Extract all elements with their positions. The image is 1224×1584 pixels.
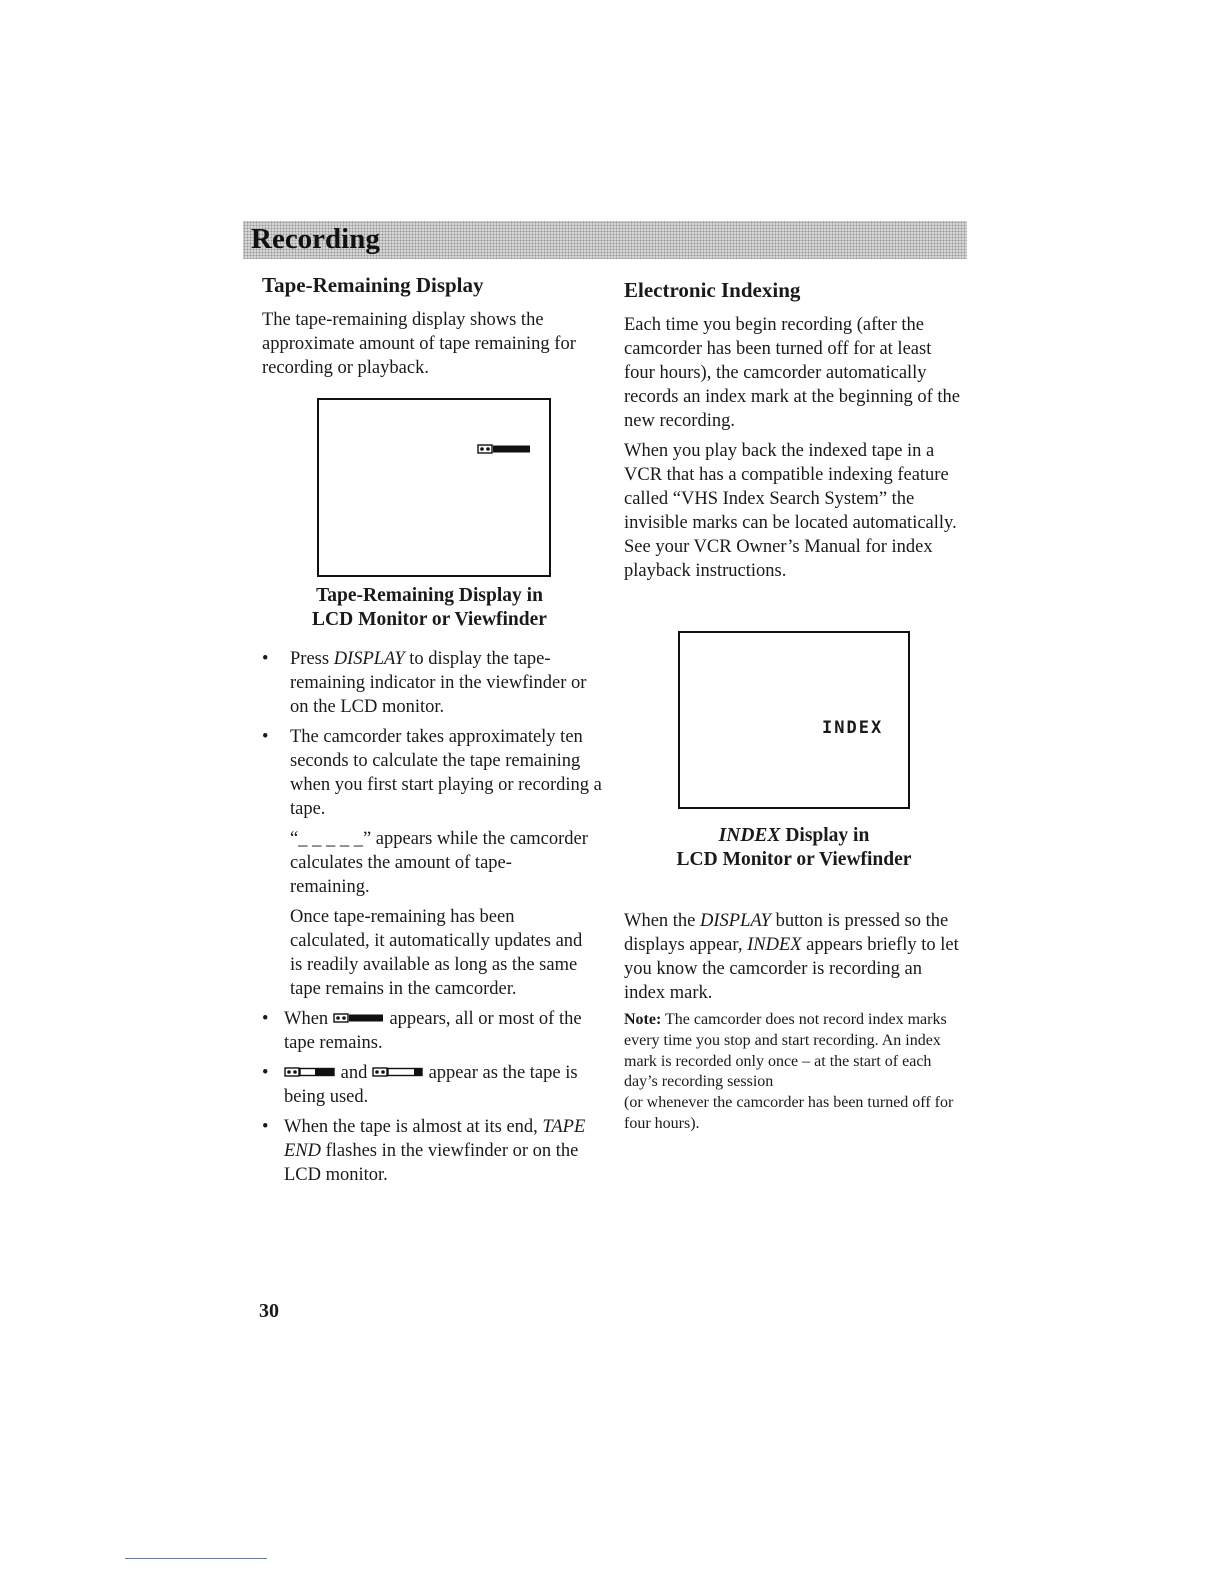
bullet-text-part: When [284, 1009, 329, 1029]
bullet-text: The camcorder takes approximately ten seconds to calculate the tape remaining when you first start playing or recording a tape. [290, 727, 602, 819]
caption-line-2: LCD Monitor or Viewfinder [676, 849, 912, 870]
bullet-text-part: flashes in the viewfinder or on the LCD monitor. [284, 1141, 579, 1185]
electronic-indexing-heading: Electronic Indexing [624, 278, 801, 302]
bullet-dot: • [262, 1009, 269, 1029]
index-note-continued: (or whenever the camcorder has been turned off for four hours). [624, 1094, 954, 1132]
section-title: Recording [251, 223, 380, 255]
index-caption [624, 824, 964, 872]
display-button-name: DISPLAY [700, 911, 771, 931]
text-part: button is pressed so the displays appear, [624, 911, 949, 955]
tape-remaining-intro: The tape-remaining display shows the approximate amount of tape remaining for recording or playback. [262, 310, 576, 378]
tape-full-icon [333, 1012, 385, 1024]
text-part: appears briefly to let you know the camcorder is recording an index mark. [624, 935, 959, 1003]
index-label: INDEX [747, 935, 802, 955]
tape-remaining-icon [477, 443, 533, 455]
index-note [624, 1010, 964, 1093]
bullet-dot: • [262, 1117, 269, 1137]
caption-line-1 [624, 824, 964, 848]
bullet-text-part: When the tape is almost at its end, [284, 1117, 538, 1137]
text-part: When the [624, 911, 701, 931]
bullet-text [284, 1061, 609, 1109]
caption-line-2: LCD Monitor or Viewfinder [312, 609, 547, 630]
tape-remaining-heading: Tape-Remaining Display [262, 273, 484, 297]
bullet-text [290, 647, 605, 719]
indexing-paragraph-2: When you play back the indexed tape in a VCR that has a compatible indexing feature called “VHS Index Search System” the invisible marks can be located automatically. See your VCR Owner’s Manual for index playback instructions. [624, 441, 957, 581]
bullet-text [284, 1115, 594, 1187]
tape-low-icon [372, 1066, 424, 1078]
index-screen-text: INDEX [822, 718, 884, 738]
bullet-dot: • [262, 649, 269, 669]
caption-em: INDEX [718, 825, 781, 846]
bullet-dot: • [262, 727, 269, 747]
calculating-note: “_ _ _ _ _” appears while the camcorder calculates the amount of tape-remaining. [290, 829, 588, 897]
tape-remaining-caption [262, 584, 597, 632]
bullet-text-part: appears, all or most of the tape remains. [284, 1009, 582, 1053]
index-screen [678, 631, 910, 809]
bullet-text-part: appear as the tape is being used. [284, 1063, 578, 1107]
bullet-text-part: to display the tape-remaining indicator in the viewfinder or on the LCD monitor. [290, 649, 587, 717]
divider [125, 1558, 267, 1559]
display-button-name: DISPLAY [333, 649, 405, 669]
section-banner [243, 221, 967, 259]
page-number: 30 [259, 1300, 279, 1322]
bullet-dot: • [262, 1063, 269, 1083]
tape-half-icon [284, 1066, 336, 1078]
caption-line-1: Tape-Remaining Display in [316, 585, 543, 606]
bullet-text-part: Press [290, 649, 334, 669]
tape-remaining-screen [317, 398, 551, 577]
note-label: Note: [624, 1011, 662, 1028]
bullet-text-part: and [340, 1063, 368, 1083]
updates-note: Once tape-remaining has been calculated, it automatically updates and is readily available as long as the same tape remains in the camcorder. [290, 907, 583, 999]
indexing-paragraph-3 [624, 909, 959, 1005]
tape-end-label: TAPE END [284, 1117, 586, 1161]
note-text: The camcorder does not record index marks every time you stop and start recording. An index mark is recorded only once – at the start of each day’s recording session [624, 1011, 947, 1091]
caption-rest: Display in [780, 825, 870, 846]
bullet-text [284, 1007, 609, 1055]
indexing-paragraph-1: Each time you begin recording (after the camcorder has been turned off for at least four hours), the camcorder automatically records an index mark at the beginning of the new recording. [624, 315, 960, 431]
